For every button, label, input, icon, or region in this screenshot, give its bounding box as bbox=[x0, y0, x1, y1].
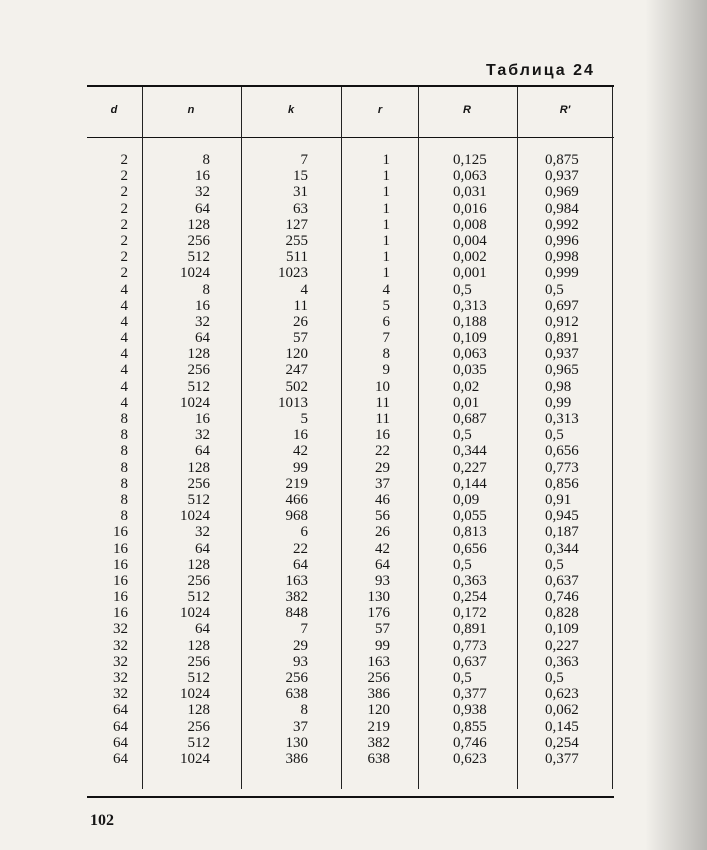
cell-k: 638 bbox=[285, 686, 308, 703]
table-row bbox=[0, 395, 707, 411]
cell-n: 1024 bbox=[180, 265, 210, 282]
cell-r: 638 bbox=[367, 750, 390, 767]
table-row bbox=[0, 168, 707, 184]
table-row bbox=[0, 233, 707, 249]
cell-r: 7 bbox=[382, 330, 390, 347]
cell-R: 0,377 bbox=[453, 686, 487, 703]
cell-R-prime: 0,062 bbox=[545, 702, 579, 719]
cell-r: 382 bbox=[367, 734, 390, 751]
cell-n: 512 bbox=[187, 249, 210, 266]
cell-k: 29 bbox=[293, 637, 308, 654]
table-row bbox=[0, 282, 707, 298]
cell-r: 22 bbox=[375, 443, 390, 460]
cell-R-prime: 0,5 bbox=[545, 556, 564, 573]
table-header-rule bbox=[87, 137, 614, 138]
cell-d: 2 bbox=[120, 200, 128, 217]
cell-R-prime: 0,856 bbox=[545, 475, 579, 492]
cell-R-prime: 0,984 bbox=[545, 200, 579, 217]
cell-r: 130 bbox=[367, 589, 390, 606]
cell-r: 10 bbox=[375, 378, 390, 395]
cell-d: 8 bbox=[120, 411, 128, 427]
cell-d: 16 bbox=[113, 524, 128, 541]
cell-R-prime: 0,623 bbox=[545, 686, 579, 703]
cell-k: 256 bbox=[285, 670, 308, 686]
cell-R-prime: 0,99 bbox=[545, 394, 572, 411]
cell-r: 120 bbox=[367, 702, 390, 719]
cell-R: 0,5 bbox=[453, 670, 472, 686]
cell-n: 1024 bbox=[180, 750, 210, 767]
cell-n: 128 bbox=[187, 459, 210, 476]
table-caption: Таблица 24 bbox=[486, 62, 595, 79]
cell-r: 1 bbox=[382, 265, 390, 282]
cell-k: 163 bbox=[285, 572, 308, 589]
table-row bbox=[0, 346, 707, 362]
table-row bbox=[0, 638, 707, 654]
cell-r: 1 bbox=[382, 168, 390, 185]
cell-d: 8 bbox=[120, 475, 128, 492]
cell-R-prime: 0,875 bbox=[545, 152, 579, 168]
cell-n: 256 bbox=[187, 572, 210, 589]
cell-n: 256 bbox=[187, 362, 210, 379]
cell-R: 0,063 bbox=[453, 168, 487, 185]
cell-d: 32 bbox=[113, 637, 128, 654]
cell-k: 64 bbox=[293, 556, 308, 573]
cell-r: 99 bbox=[375, 637, 390, 654]
cell-d: 16 bbox=[113, 572, 128, 589]
table-row bbox=[0, 573, 707, 589]
cell-n: 16 bbox=[195, 168, 210, 185]
cell-k: 130 bbox=[285, 734, 308, 751]
cell-r: 219 bbox=[367, 718, 390, 735]
cell-k: 386 bbox=[285, 750, 308, 767]
cell-n: 8 bbox=[202, 152, 210, 168]
cell-k: 42 bbox=[293, 443, 308, 460]
cell-d: 2 bbox=[120, 184, 128, 201]
table-row bbox=[0, 524, 707, 540]
table-row bbox=[0, 702, 707, 718]
table-row bbox=[0, 201, 707, 217]
cell-d: 32 bbox=[113, 621, 128, 638]
header-k: k bbox=[287, 104, 295, 116]
cell-n: 128 bbox=[187, 216, 210, 233]
table-row bbox=[0, 411, 707, 427]
cell-n: 16 bbox=[195, 297, 210, 314]
cell-d: 64 bbox=[113, 734, 128, 751]
table-row bbox=[0, 249, 707, 265]
cell-d: 4 bbox=[120, 394, 128, 411]
cell-R-prime: 0,91 bbox=[545, 491, 572, 508]
cell-R-prime: 0,999 bbox=[545, 265, 579, 282]
cell-d: 8 bbox=[120, 443, 128, 460]
cell-k: 22 bbox=[293, 540, 308, 557]
cell-R-prime: 0,996 bbox=[545, 232, 579, 249]
cell-R: 0,109 bbox=[453, 330, 487, 347]
cell-k: 93 bbox=[293, 653, 308, 670]
cell-r: 16 bbox=[375, 427, 390, 444]
table-row bbox=[0, 751, 707, 767]
cell-d: 2 bbox=[120, 168, 128, 185]
cell-k: 8 bbox=[300, 702, 308, 719]
cell-R: 0,687 bbox=[453, 411, 487, 427]
table-row bbox=[0, 217, 707, 233]
cell-r: 37 bbox=[375, 475, 390, 492]
cell-n: 8 bbox=[202, 281, 210, 298]
cell-k: 219 bbox=[285, 475, 308, 492]
cell-R: 0,055 bbox=[453, 508, 487, 525]
cell-d: 32 bbox=[113, 686, 128, 703]
cell-R: 0,227 bbox=[453, 459, 487, 476]
table-body bbox=[0, 152, 707, 767]
cell-R-prime: 0,773 bbox=[545, 459, 579, 476]
cell-d: 2 bbox=[120, 232, 128, 249]
cell-R: 0,656 bbox=[453, 540, 487, 557]
cell-k: 848 bbox=[285, 605, 308, 622]
cell-d: 2 bbox=[120, 249, 128, 266]
cell-R-prime: 0,5 bbox=[545, 427, 564, 444]
cell-r: 11 bbox=[375, 411, 390, 427]
cell-d: 16 bbox=[113, 605, 128, 622]
cell-R-prime: 0,377 bbox=[545, 750, 579, 767]
cell-k: 37 bbox=[293, 718, 308, 735]
cell-R: 0,938 bbox=[453, 702, 487, 719]
cell-R: 0,623 bbox=[453, 750, 487, 767]
cell-d: 16 bbox=[113, 540, 128, 557]
cell-d: 8 bbox=[120, 508, 128, 525]
cell-R: 0,144 bbox=[453, 475, 487, 492]
cell-R: 0,001 bbox=[453, 265, 487, 282]
cell-R: 0,09 bbox=[453, 491, 480, 508]
cell-k: 120 bbox=[285, 346, 308, 363]
cell-d: 2 bbox=[120, 216, 128, 233]
cell-n: 512 bbox=[187, 734, 210, 751]
table-row bbox=[0, 152, 707, 168]
cell-n: 64 bbox=[195, 621, 210, 638]
cell-R: 0,5 bbox=[453, 281, 472, 298]
cell-k: 7 bbox=[300, 152, 308, 168]
cell-n: 32 bbox=[195, 184, 210, 201]
cell-r: 9 bbox=[382, 362, 390, 379]
cell-R: 0,063 bbox=[453, 346, 487, 363]
cell-n: 256 bbox=[187, 718, 210, 735]
cell-R-prime: 0,363 bbox=[545, 653, 579, 670]
header-R-prime: R′ bbox=[559, 104, 571, 116]
cell-k: 382 bbox=[285, 589, 308, 606]
cell-n: 128 bbox=[187, 702, 210, 719]
header-d: d bbox=[110, 104, 118, 116]
cell-d: 4 bbox=[120, 378, 128, 395]
cell-d: 8 bbox=[120, 459, 128, 476]
cell-d: 16 bbox=[113, 589, 128, 606]
cell-k: 7 bbox=[300, 621, 308, 638]
cell-R: 0,004 bbox=[453, 232, 487, 249]
cell-r: 4 bbox=[382, 281, 390, 298]
cell-R-prime: 0,344 bbox=[545, 540, 579, 557]
cell-d: 4 bbox=[120, 346, 128, 363]
cell-r: 57 bbox=[375, 621, 390, 638]
cell-R-prime: 0,227 bbox=[545, 637, 579, 654]
cell-R: 0,344 bbox=[453, 443, 487, 460]
cell-R-prime: 0,254 bbox=[545, 734, 579, 751]
cell-k: 11 bbox=[293, 297, 308, 314]
cell-k: 502 bbox=[285, 378, 308, 395]
cell-r: 1 bbox=[382, 184, 390, 201]
table-row bbox=[0, 184, 707, 200]
cell-n: 1024 bbox=[180, 508, 210, 525]
cell-r: 1 bbox=[382, 200, 390, 217]
cell-k: 466 bbox=[285, 491, 308, 508]
cell-r: 386 bbox=[367, 686, 390, 703]
table-row bbox=[0, 476, 707, 492]
cell-d: 32 bbox=[113, 653, 128, 670]
cell-k: 1013 bbox=[278, 394, 308, 411]
cell-r: 1 bbox=[382, 232, 390, 249]
table-row bbox=[0, 654, 707, 670]
cell-R-prime: 0,912 bbox=[545, 313, 579, 330]
cell-R-prime: 0,891 bbox=[545, 330, 579, 347]
cell-n: 64 bbox=[195, 540, 210, 557]
cell-R: 0,01 bbox=[453, 394, 480, 411]
cell-r: 93 bbox=[375, 572, 390, 589]
table-row bbox=[0, 379, 707, 395]
table-row bbox=[0, 314, 707, 330]
header-r: r bbox=[377, 104, 383, 116]
cell-r: 176 bbox=[367, 605, 390, 622]
table-row bbox=[0, 686, 707, 702]
cell-n: 128 bbox=[187, 556, 210, 573]
cell-k: 31 bbox=[293, 184, 308, 201]
cell-R-prime: 0,109 bbox=[545, 621, 579, 638]
cell-k: 255 bbox=[285, 232, 308, 249]
cell-n: 256 bbox=[187, 232, 210, 249]
cell-n: 256 bbox=[187, 653, 210, 670]
cell-n: 32 bbox=[195, 427, 210, 444]
cell-k: 63 bbox=[293, 200, 308, 217]
table-top-rule bbox=[87, 85, 614, 87]
cell-k: 99 bbox=[293, 459, 308, 476]
cell-r: 1 bbox=[382, 249, 390, 266]
cell-d: 4 bbox=[120, 281, 128, 298]
cell-R-prime: 0,145 bbox=[545, 718, 579, 735]
cell-R-prime: 0,187 bbox=[545, 524, 579, 541]
table-row bbox=[0, 427, 707, 443]
table-row bbox=[0, 298, 707, 314]
cell-n: 512 bbox=[187, 670, 210, 686]
cell-R: 0,313 bbox=[453, 297, 487, 314]
cell-d: 2 bbox=[120, 265, 128, 282]
table-row bbox=[0, 460, 707, 476]
cell-R: 0,637 bbox=[453, 653, 487, 670]
cell-k: 511 bbox=[286, 249, 308, 266]
cell-R-prime: 0,746 bbox=[545, 589, 579, 606]
cell-R-prime: 0,697 bbox=[545, 297, 579, 314]
cell-R: 0,172 bbox=[453, 605, 487, 622]
cell-R: 0,363 bbox=[453, 572, 487, 589]
cell-R: 0,5 bbox=[453, 556, 472, 573]
cell-R: 0,773 bbox=[453, 637, 487, 654]
cell-d: 4 bbox=[120, 297, 128, 314]
cell-R-prime: 0,965 bbox=[545, 362, 579, 379]
cell-d: 4 bbox=[120, 330, 128, 347]
cell-k: 5 bbox=[300, 411, 308, 427]
cell-R-prime: 0,5 bbox=[545, 670, 564, 686]
cell-R-prime: 0,5 bbox=[545, 281, 564, 298]
cell-k: 6 bbox=[300, 524, 308, 541]
cell-R-prime: 0,828 bbox=[545, 605, 579, 622]
cell-k: 16 bbox=[293, 427, 308, 444]
table-bottom-rule bbox=[87, 796, 614, 798]
cell-n: 512 bbox=[187, 589, 210, 606]
table-row bbox=[0, 362, 707, 378]
cell-k: 1023 bbox=[278, 265, 308, 282]
table-row bbox=[0, 541, 707, 557]
cell-R: 0,5 bbox=[453, 427, 472, 444]
cell-R: 0,891 bbox=[453, 621, 487, 638]
cell-r: 163 bbox=[367, 653, 390, 670]
cell-R: 0,188 bbox=[453, 313, 487, 330]
cell-R-prime: 0,637 bbox=[545, 572, 579, 589]
cell-r: 11 bbox=[375, 394, 390, 411]
table-row bbox=[0, 508, 707, 524]
cell-R: 0,254 bbox=[453, 589, 487, 606]
cell-R-prime: 0,998 bbox=[545, 249, 579, 266]
cell-R: 0,016 bbox=[453, 200, 487, 217]
cell-R-prime: 0,969 bbox=[545, 184, 579, 201]
cell-R-prime: 0,656 bbox=[545, 443, 579, 460]
cell-R: 0,746 bbox=[453, 734, 487, 751]
cell-d: 8 bbox=[120, 427, 128, 444]
cell-d: 64 bbox=[113, 718, 128, 735]
cell-r: 1 bbox=[382, 216, 390, 233]
table-row bbox=[0, 589, 707, 605]
cell-n: 32 bbox=[195, 524, 210, 541]
table-row bbox=[0, 557, 707, 573]
cell-n: 128 bbox=[187, 346, 210, 363]
cell-r: 5 bbox=[382, 297, 390, 314]
cell-r: 6 bbox=[382, 313, 390, 330]
cell-R: 0,125 bbox=[453, 152, 487, 168]
cell-n: 512 bbox=[187, 491, 210, 508]
table-row bbox=[0, 719, 707, 735]
cell-d: 64 bbox=[113, 750, 128, 767]
cell-r: 1 bbox=[382, 152, 390, 168]
cell-k: 968 bbox=[285, 508, 308, 525]
cell-r: 26 bbox=[375, 524, 390, 541]
cell-n: 1024 bbox=[180, 686, 210, 703]
cell-R: 0,813 bbox=[453, 524, 487, 541]
cell-r: 64 bbox=[375, 556, 390, 573]
cell-n: 32 bbox=[195, 313, 210, 330]
cell-d: 4 bbox=[120, 313, 128, 330]
cell-d: 16 bbox=[113, 556, 128, 573]
table-row bbox=[0, 443, 707, 459]
cell-n: 64 bbox=[195, 330, 210, 347]
cell-n: 64 bbox=[195, 443, 210, 460]
cell-r: 29 bbox=[375, 459, 390, 476]
table-row bbox=[0, 605, 707, 621]
page-number: 102 bbox=[90, 812, 114, 829]
cell-R-prime: 0,937 bbox=[545, 168, 579, 185]
header-n: n bbox=[187, 104, 195, 116]
cell-R-prime: 0,98 bbox=[545, 378, 572, 395]
cell-R-prime: 0,945 bbox=[545, 508, 579, 525]
cell-r: 256 bbox=[367, 670, 390, 686]
table-row bbox=[0, 492, 707, 508]
cell-R: 0,855 bbox=[453, 718, 487, 735]
cell-r: 46 bbox=[375, 491, 390, 508]
cell-R-prime: 0,313 bbox=[545, 411, 579, 427]
cell-d: 32 bbox=[113, 670, 128, 686]
cell-r: 56 bbox=[375, 508, 390, 525]
cell-r: 8 bbox=[382, 346, 390, 363]
table-row bbox=[0, 621, 707, 637]
cell-n: 1024 bbox=[180, 394, 210, 411]
cell-R: 0,008 bbox=[453, 216, 487, 233]
cell-n: 16 bbox=[195, 411, 210, 427]
cell-k: 26 bbox=[293, 313, 308, 330]
cell-d: 4 bbox=[120, 362, 128, 379]
cell-k: 247 bbox=[285, 362, 308, 379]
cell-R: 0,035 bbox=[453, 362, 487, 379]
cell-d: 64 bbox=[113, 702, 128, 719]
table-row bbox=[0, 265, 707, 281]
cell-n: 256 bbox=[187, 475, 210, 492]
table-row bbox=[0, 330, 707, 346]
cell-d: 8 bbox=[120, 491, 128, 508]
cell-R: 0,002 bbox=[453, 249, 487, 266]
cell-R-prime: 0,992 bbox=[545, 216, 579, 233]
cell-n: 512 bbox=[187, 378, 210, 395]
header-R: R bbox=[463, 104, 471, 116]
cell-k: 4 bbox=[300, 281, 308, 298]
table-row bbox=[0, 670, 707, 686]
cell-k: 127 bbox=[285, 216, 308, 233]
cell-k: 57 bbox=[293, 330, 308, 347]
cell-R-prime: 0,937 bbox=[545, 346, 579, 363]
cell-n: 128 bbox=[187, 637, 210, 654]
cell-R: 0,02 bbox=[453, 378, 480, 395]
cell-d: 2 bbox=[120, 152, 128, 168]
cell-n: 64 bbox=[195, 200, 210, 217]
cell-n: 1024 bbox=[180, 605, 210, 622]
cell-k: 15 bbox=[293, 168, 308, 185]
cell-r: 42 bbox=[375, 540, 390, 557]
table-row bbox=[0, 735, 707, 751]
cell-R: 0,031 bbox=[453, 184, 487, 201]
